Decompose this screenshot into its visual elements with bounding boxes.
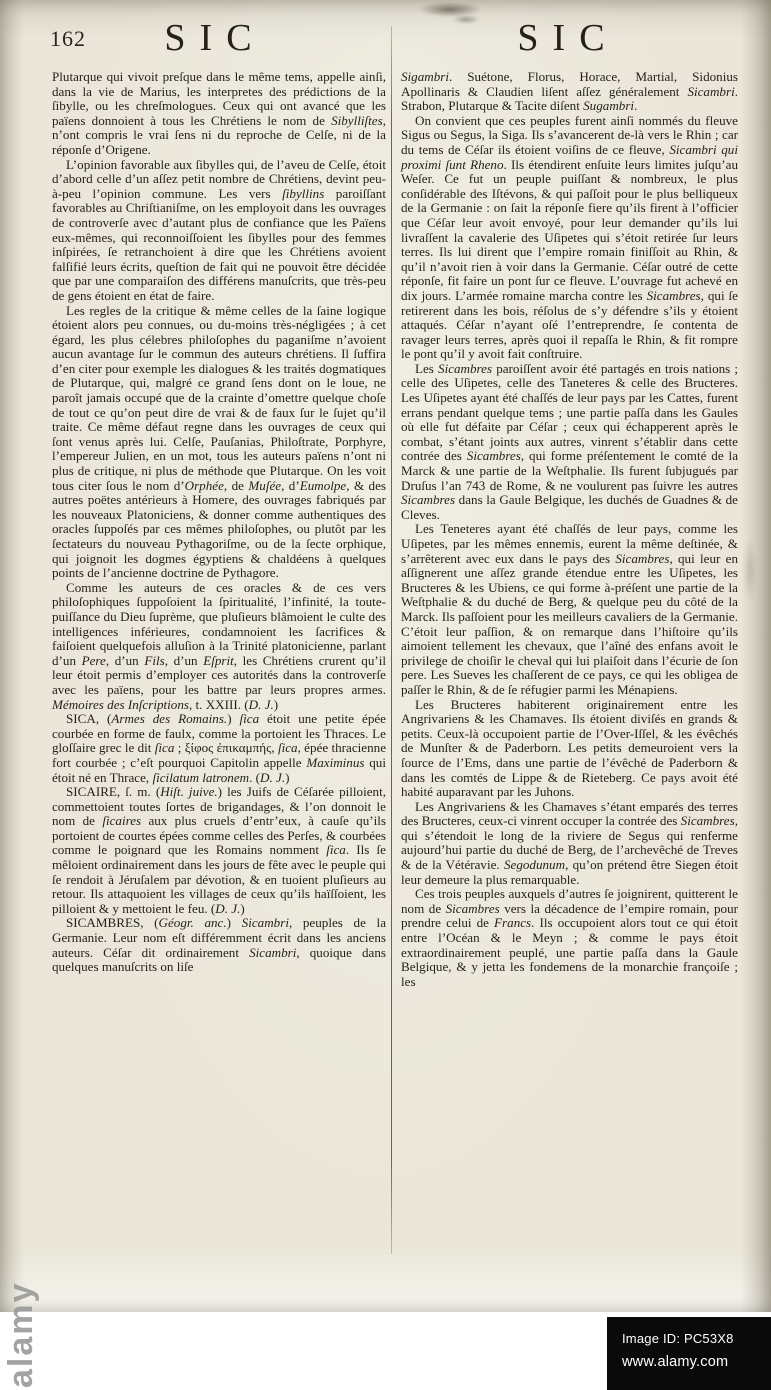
page-number: 162 — [50, 26, 86, 51]
paragraph: Comme les auteurs de ces oracles & de ces vers philoſophiques ſuppoſoient la ſpiritualité, l’infinité, la toute-puiſſance du Dieu ſuprème, que pluſieurs blâmoient le culte des intelligences inférieures, condamnoient les ſacrifices & faiſoient quelquefois alluſion à la Trinité platonicienne, parlant d’un Pere, d’un Fils, d’un Eſprit, les Chrétiens crurent qu’il leur étoit permis d’employer ces autorités dans la controverſe avec les païens, pour les battre par leurs propres armes. Mémoires des Inſcriptions, t. XXIII. (D. J.) — [52, 579, 387, 712]
ink-smudge — [418, 2, 482, 17]
paragraph: L’opinion favorable aux ſibylles qui, de l’aveu de Celſe, étoit d’abord celle d’un aſſez petit nombre de Chrétiens, devint peu-à-peu l’opinion commune. Les vers ſibyllins paroiſſant favorables au Chriſtianiſme, on les employoit dans les ouvrages de controverſe avec d’autant plus de confiance que les Païens eux-mêmes, qui reconnoiſſoient les ſibylles pour des femmes inſpirées, ſe retranchoient à dire que les Chrétiens avoient falſifié leurs écrits, queſtion de fait qui ne pouvoit être décidée que par une comparaiſon des différens manuſcrits, que très-peu de gens étoient en état de faire. — [52, 156, 386, 303]
running-head-left: SIC — [164, 17, 266, 59]
text-column-left — [52, 70, 386, 975]
alamy-watermark-vertical: alamy — [2, 1281, 40, 1388]
paragraph: Plutarque qui vivoit preſque dans le même tems, appelle ainſi, dans la vie de Marius, les interpretes des prédictions de la ſibylle, ou les chreſmologues. Ceux qui ont avancé que les païens donnoient à tous les Chrétiens le nom de Sibylliſtes, n’ont compris le vrai ſens ni du reproche de Celſe, ni de la réponſe d’Origene. — [52, 69, 386, 157]
paragraph: Les Teneteres ayant été chaſſés de leur pays, comme les Uſipetes, par les mêmes ennemis, eurent la même deſtinée, & s’arrêterent avec eux dans le pays des Sicambres, qui leur en aſſignerent une aſſez grande étendue entre les Uſipetes, les Bructeres & les Ubiens, ce qui forme à-préſent une partie de la Weſtphalie & du duché de Berg, & quelque peu du côté de la Marck. Ils paſſoient pour les meilleurs cavaliers de la Germanie. C’étoit leur paſſion, & on remarque dans l’hiſtoire qu’ils aimoient tellement les chevaux, que l’aîné des enfans avoit le privilege de choiſir le cheval qui lui plaiſoit dans l’écurie de ſon pere. Les Sueves les chaſſerent de ce pays, ce qui les obligea de paſſer le Rhin, & de ſe réfugier parmi les Ménapiens. — [401, 521, 738, 697]
paragraph-entry-sicaire: SICAIRE, ſ. m. (Hiſt. juive.) les Juifs de Céſarée pilloient, commettoient toutes ſortes de brigandages, & l’on donnoit le nom de ſicaires aux plus cruels d’entr’eux, à cauſe qu’ils portoient de courtes épées comme celles des Perſes, & courbées comme le poignard que les Romains nomment ſica. Ils ſe mêloient ordinairement dans les jours de fête avec le peuple qui ſe rendoit à Jéruſalem par dévotion, & en tuoient pluſieurs au retour. Ils attaquoient les villages de ceux qu’ils haïſſoient, les pilloient & y mettoient le feu. (D. J.) — [52, 784, 386, 916]
paragraph-entry-sica: SICA, (Armes des Romains.) ſica étoit une petite épée courbée en forme de faulx, comme la portoient les Thraces. Le gloſſaire grec le dit ſica ; ξίφος ἐπικαμπής, ſica, épée thracienne fort courbée ; c’eſt pourquoi Capitolin appelle Maximinus qui étoit né en Thrace, ſicilatum latronem. (D. J.) — [52, 711, 387, 785]
paragraph: Les Sicambres paroiſſent avoir été partagés en trois nations ; celle des Uſipetes, celle des Taneteres & celle des Bructeres. Les Uſipetes ayant été chaſſés de leur pays par les Cattes, furent errans pendant quelque tems ; une partie paſſa dans les Gaules où elle fut défaite par Céſar ; ceux qui échapperent après le combat, s’étant joints aux autres, vinrent s’établir dans cette contrée des Sicambres, qui forme préſentement le comté de la Marck & une partie de la Weſtphalie. Ils furent ſubjugués par Druſus l’an 743 de Rome, & ne voulurent pas ſuivre les autres Sicambres dans la Gaule Belgique, les duchés de Guadnes & de Cleves. — [401, 360, 739, 522]
paragraph: Sigambri. Suétone, Florus, Horace, Martial, Sidonius Apollinaris & Claudien liſent aſſez généralement Sicambri. Strabon, Plutarque & Tacite diſent Sugambri. — [401, 69, 738, 114]
column-divider-rule — [391, 26, 392, 1254]
paragraph-entry-sicambres: SICAMBRES, (Géogr. anc.) Sicambri, peuples de la Germanie. Leur nom eſt différemment écrit dans les anciens auteurs. Céſar dit ordinairement Sicambri, quoique dans quelques manuſcrits on liſe — [52, 915, 387, 975]
image-id-label: Image ID: PC53X8 — [622, 1331, 734, 1346]
scan-stain — [744, 540, 756, 600]
paragraph: Ces trois peuples auxquels d’autres ſe joignirent, quitterent le nom de Sicambres vers la décadence de l’empire romain, pour prendre celui de Francs. Ils occupoient alors tout ce qui étoit entre l’Océan & le Meyn ; & comme le pays étoit extraordinairement peuplé, une partie paſſa dans la Gaule Belgique, & y jetta les fondemens de la monarchie françoiſe ; les — [401, 886, 738, 989]
alamy-url: www.alamy.com — [622, 1354, 729, 1370]
paragraph: On convient que ces peuples furent ainſi nommés du fleuve Sigus ou Segus, la Siga. Ils s’avancerent de-là vers le Rhin ; car du tems de Céſar ils étoient voiſins de ce fleuve, Sicambri qui proximi ſunt Rheno. Ils étendirent enſuite leurs limites juſqu’au Weſer. Ce fut un peuple puiſſant & nombreux, le plus conſidérable des Iſtévons, & qui paſſoit pour le plus belliqueux de la Germanie : on ſait la réponſe fiere qu’ils firent à l’officier que Céſar leur avoit envoyé, pour leur demander qu’ils lui livraſſent la cavalerie des Uſipetes qui s’étoit retirée ſur leurs terres. Ils lui dirent que l’empire romain finiſſoit au Rhin, & qu’il n’avoit rien à voir dans la Germanie. Céſar outré de cette réponſe, fit faire un pont ſur ce fleuve. L’ouvrage fut achevé en dix jours. L’armée romaine marcha contre les Sicambres, qui ſe retirerent dans les bois, réſolus de s’y défendre s’ils y étoient attaqués. Céſar n’ayant oſé l’entreprendre, ſe contenta de ravager leurs terres, après quoi il repaſſa le Rhin, & fit rompre le pont qu’il y avoit fait conſtruire. — [401, 112, 738, 362]
paragraph: Les regles de la critique & même celles de la ſaine logique étoient alors peu connues, ou du-moins très-négligées ; à cet égard, les plus célebres philoſophes du paganiſme n’avoient aucun avantage ſur le commun des auteurs chrétiens. Il ſuffira d’en citer pour exemple les dialogues & les traités dogmatiques de Plutarque, qui, malgré ce grand ſens dont on le loue, ne paroît jamais occupé que de la crainte d’omettre quelque choſe de tout ce qu’on peut dire de vrai & de faux ſur le ſujet qu’il traite. Ce même défaut regne dans les ouvrages de ceux qui ſont venus après lui. Celſe, Pauſanias, Philoſtrate, Porphyre, l’empereur Julien, en un mot, tous les auteurs païens n’ont ni plus de critique, ni plus de méthode que Plutarque. On les voit tous citer ſous le nom d’Orphée, de Muſée, d’Eumolpe, & des autres poëtes antérieurs à Homere, des ouvrages fabriqués par les nouveaux Platoniciens, & donner comme authentiques des oracles ſuppoſés par ces mêmes philoſophes, ou plutôt par les ſectateurs du nouveau Pythagoriſme, ou de la ſecte orphique, qui joignoit les dogmes égyptiens & chaldéens à quelques points de l’ancienne doctrine de Pythagore. — [52, 302, 386, 581]
running-head-right: SIC — [517, 17, 619, 59]
text-column-right — [401, 70, 738, 989]
paragraph: Les Angrivariens & les Chamaves s’étant emparés des terres des Bructeres, ceux-ci vinrent occuper la contrée des Sicambres, qui s’étendoit le long de la riviere de Segus qui renferme aujourd’hui partie du duché de Berg, de l’archevêché de Treves & de la Vétéravie. Segodunum, qu’on prétend être Siegen étoit leur demeure la plus remarquable. — [401, 798, 738, 887]
paragraph: Les Bructeres habiterent originairement entre les Angrivariens & les Chamaves. Ils étoient diviſés en grands & petits. Ceux-là occupoient partie de l’Over-Iſſel, & les évêchés de Munſter & de Paderborn. Les petits demeuroient vers la ſource de l’Ems, dans une partie de l’évêché de Paderborn & dans les comtés de Lippe & de Rieteberg. Ce pays avoit été habité auparavant par les Juhons. — [401, 696, 738, 800]
alamy-watermark-box — [607, 1317, 771, 1390]
